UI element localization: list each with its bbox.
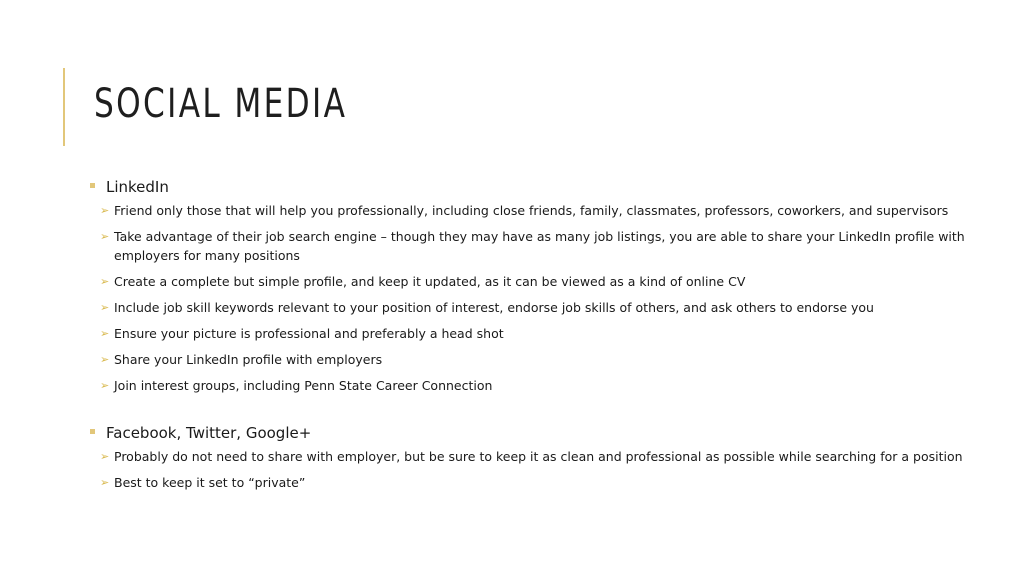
- bullet-linkedin: [88, 176, 988, 198]
- list-item: [100, 201, 988, 220]
- list-item-text: Best to keep it set to “private”: [114, 475, 306, 490]
- arrow-bullet-icon: ➢: [100, 476, 110, 489]
- section-heading: LinkedIn: [106, 178, 169, 196]
- list-item-text: Include job skill keywords relevant to your position of interest, endorse job skills of others, and ask others to endorse you: [114, 300, 874, 315]
- square-bullet-icon: [90, 183, 95, 188]
- list-item-text: Share your LinkedIn profile with employers: [114, 352, 383, 367]
- arrow-bullet-icon: ➢: [100, 353, 110, 366]
- arrow-bullet-icon: ➢: [100, 450, 110, 463]
- list-item: [100, 447, 988, 466]
- square-bullet-icon: [90, 429, 95, 434]
- list-item: [100, 227, 988, 265]
- section-heading: Facebook, Twitter, Google+: [106, 424, 312, 442]
- linkedin-sub-list: [88, 201, 988, 395]
- slide-content: [88, 176, 988, 499]
- list-item-text: Friend only those that will help you professionally, including close friends, family, classmates, professors, coworkers, and supervisors: [114, 203, 949, 218]
- slide-title: SOCIAL MEDIA: [94, 81, 348, 127]
- list-item: [100, 376, 988, 395]
- list-item: [100, 298, 988, 317]
- list-item-text: Probably do not need to share with employer, but be sure to keep it as clean and professional as possible while searching for a position: [114, 449, 963, 464]
- arrow-bullet-icon: ➢: [100, 275, 110, 288]
- bullet-other-social: [88, 422, 988, 444]
- list-item-text: Take advantage of their job search engine – though they may have as many job listings, you are able to share your LinkedIn profile with employers for many positions: [114, 229, 965, 263]
- list-item-text: Join interest groups, including Penn State Career Connection: [114, 378, 493, 393]
- arrow-bullet-icon: ➢: [100, 204, 110, 217]
- list-item: [100, 473, 988, 492]
- list-item: [100, 272, 988, 291]
- arrow-bullet-icon: ➢: [100, 301, 110, 314]
- title-accent-bar: [63, 68, 65, 146]
- list-item-text: Ensure your picture is professional and preferably a head shot: [114, 326, 504, 341]
- list-item: [100, 324, 988, 343]
- other-social-sub-list: [88, 447, 988, 492]
- arrow-bullet-icon: ➢: [100, 230, 110, 243]
- list-item-text: Create a complete but simple profile, and keep it updated, as it can be viewed as a kind of online CV: [114, 274, 746, 289]
- section-linkedin: [88, 176, 988, 395]
- arrow-bullet-icon: ➢: [100, 379, 110, 392]
- arrow-bullet-icon: ➢: [100, 327, 110, 340]
- list-item: [100, 350, 988, 369]
- section-other-social: [88, 422, 988, 492]
